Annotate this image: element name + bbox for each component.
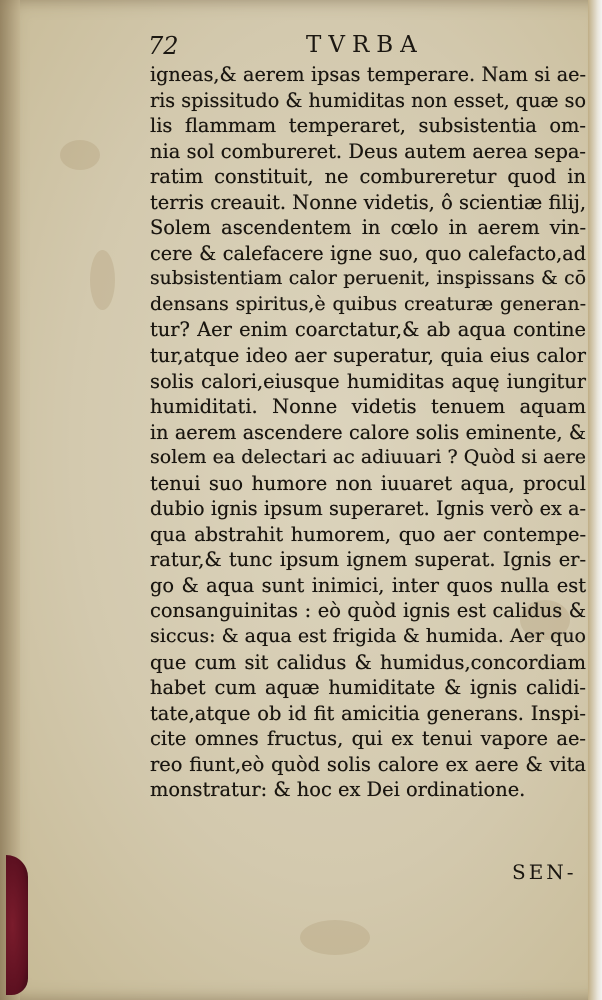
page-edge: [588, 0, 602, 1000]
text-line: subsistentiam calor peruenit, inspissans & cō: [150, 268, 586, 290]
text-line: reo fiunt,eò quòd solis calore ex aere & vita: [150, 752, 586, 776]
running-title: TVRBA: [306, 32, 424, 58]
text-line: monstratur: & hoc ex Dei ordinatione.: [150, 778, 526, 802]
text-line: in aerem ascendere calore solis eminente, &: [150, 420, 586, 444]
text-line: ris spissitudo & humiditas non esset, quæ so: [150, 88, 586, 112]
foxing-spot: [90, 250, 115, 310]
text-line: dubio ignis ipsum superaret. Ignis verò ex a-: [150, 497, 586, 521]
text-line: solis calori,eiusque humiditas aquę iungitur: [150, 369, 586, 393]
binding-shadow: [0, 0, 20, 1000]
foxing-spot: [60, 140, 100, 170]
text-line: cere & calefacere igne suo, quo calefacto,ad: [150, 241, 586, 265]
text-line: ratur,& tunc ipsum ignem superat. Ignis er-: [150, 548, 586, 572]
text-line: terris creauit. Nonne videtis, ô scientiæ filij,: [150, 190, 586, 214]
page-header: [148, 30, 588, 60]
text-line: tur,atque ideo aer superatur, quia eius calor: [150, 344, 586, 368]
text-line: cite omnes fructus, qui ex tenui vapore ae-: [150, 727, 586, 751]
text-line: lis flammam temperaret, subsistentia om-: [150, 114, 586, 138]
text-line: solem ea delectari ac adiuuari ? Quòd si aere: [150, 446, 586, 469]
text-line: densans spiritus,è quibus creaturæ generan-: [150, 292, 586, 315]
text-line: qua abstrahit humorem, quo aer contempe-: [150, 522, 586, 546]
text-line: ratim constituit, ne combureretur quod in: [150, 165, 586, 189]
text-line: que cum sit calidus & humidus,concordiam: [150, 650, 586, 674]
text-line: consanguinitas : eò quòd ignis est calidus &: [150, 599, 586, 623]
text-line: tur? Aer enim coarctatur,& ab aqua contine: [150, 318, 586, 342]
text-line: go & aqua sunt inimici, inter quos nulla est: [150, 573, 586, 597]
text-line: tenui suo humore non iuuaret aqua, procul: [150, 471, 586, 495]
red-ribbon-stain: [6, 855, 28, 995]
foxing-spot: [300, 920, 370, 955]
text-line: siccus: & aqua est frigida & humida. Aer quo: [150, 625, 586, 648]
text-line: habet cum aquæ humiditate & ignis calidi-: [150, 676, 586, 700]
text-line: Solem ascendentem in cœlo in aerem vin-: [150, 216, 586, 240]
body-text: [150, 62, 586, 803]
text-line: nia sol combureret. Deus autem aerea sepa-: [150, 139, 586, 163]
text-line: humiditati. Nonne videtis tenuem aquam: [150, 395, 586, 419]
page-number: 72: [148, 32, 179, 60]
catchword: SEN-: [512, 860, 577, 884]
text-line: tate,atque ob id fit amicitia generans. Inspi-: [150, 701, 586, 725]
text-line: igneas,& aerem ipsas temperare. Nam si ae-: [150, 63, 586, 86]
